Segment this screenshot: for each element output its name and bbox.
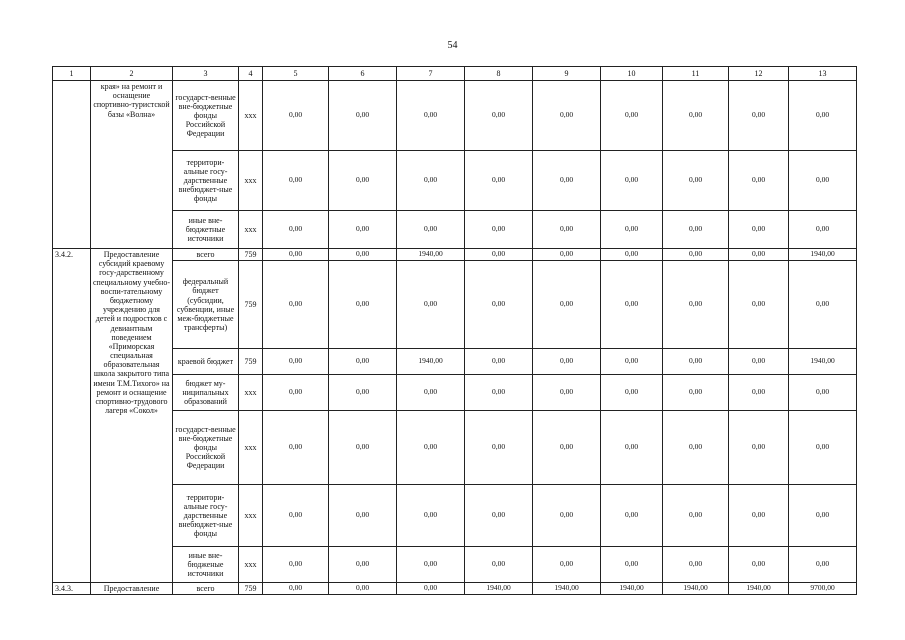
code-cell: ххх [239, 485, 263, 547]
value-cell: 0,00 [663, 485, 729, 547]
budget-table [52, 66, 857, 595]
value-cell: 0,00 [465, 211, 533, 249]
source-cell: федеральный бюджет (субсидии, субвенции, иные меж-бюджетные трансферты) [173, 261, 239, 349]
value-cell: 0,00 [601, 375, 663, 411]
value-cell: 0,00 [533, 485, 601, 547]
column-number-row [53, 67, 857, 81]
value-cell: 0,00 [789, 485, 857, 547]
value-cell: 0,00 [397, 151, 465, 211]
value-cell: 0,00 [397, 261, 465, 349]
col-header: 9 [533, 67, 601, 81]
value-cell: 0,00 [329, 485, 397, 547]
value-cell: 0,00 [533, 411, 601, 485]
value-cell: 0,00 [601, 81, 663, 151]
value-cell: 0,00 [601, 151, 663, 211]
code-cell: 759 [239, 349, 263, 375]
value-cell: 0,00 [263, 81, 329, 151]
value-cell: 0,00 [789, 411, 857, 485]
value-cell: 0,00 [263, 411, 329, 485]
value-cell: 0,00 [663, 349, 729, 375]
value-cell: 0,00 [601, 411, 663, 485]
col-header: 1 [53, 67, 91, 81]
item-name-cell: Предоставление субсидий краевому госу-дарственному специальному учебно-воспи-тательному бюджетному учреждению для детей и подростков с девиантным поведением «Приморская специальная образовательная школа закрытого типа имени Т.М.Тихого» на ремонт и оснащение спортивно-трудового лагеря «Сокол» [91, 249, 173, 583]
code-cell: ххх [239, 81, 263, 151]
value-cell: 0,00 [465, 411, 533, 485]
value-cell: 0,00 [533, 349, 601, 375]
value-cell: 0,00 [397, 81, 465, 151]
col-header: 7 [397, 67, 465, 81]
source-cell: краевой бюджет [173, 349, 239, 375]
value-cell: 0,00 [329, 249, 397, 261]
value-cell: 0,00 [465, 349, 533, 375]
table-row [53, 411, 857, 485]
value-cell: 0,00 [789, 151, 857, 211]
value-cell: 0,00 [729, 81, 789, 151]
table-row [53, 349, 857, 375]
value-cell: 0,00 [789, 261, 857, 349]
table-row [53, 261, 857, 349]
code-cell: ххх [239, 547, 263, 583]
col-header: 11 [663, 67, 729, 81]
value-cell: 1940,00 [397, 249, 465, 261]
value-cell: 0,00 [601, 547, 663, 583]
table-row [53, 375, 857, 411]
value-cell: 0,00 [263, 151, 329, 211]
value-cell: 0,00 [533, 375, 601, 411]
value-cell: 0,00 [663, 81, 729, 151]
value-cell: 0,00 [329, 375, 397, 411]
code-cell: ххх [239, 151, 263, 211]
col-header: 12 [729, 67, 789, 81]
code-cell: 759 [239, 249, 263, 261]
value-cell: 0,00 [329, 261, 397, 349]
table-row [53, 151, 857, 211]
source-cell: территори-альные госу-дарственные внебюджет-ные фонды [173, 151, 239, 211]
value-cell: 0,00 [397, 211, 465, 249]
col-header: 6 [329, 67, 397, 81]
value-cell: 0,00 [729, 547, 789, 583]
value-cell: 0,00 [263, 249, 329, 261]
code-cell: ххх [239, 375, 263, 411]
value-cell: 0,00 [465, 261, 533, 349]
value-cell: 1940,00 [397, 349, 465, 375]
value-cell: 0,00 [729, 411, 789, 485]
value-cell: 0,00 [533, 151, 601, 211]
value-cell: 0,00 [329, 349, 397, 375]
col-header: 13 [789, 67, 857, 81]
value-cell: 0,00 [329, 411, 397, 485]
value-cell: 0,00 [263, 583, 329, 595]
value-cell: 0,00 [397, 547, 465, 583]
value-cell: 0,00 [533, 249, 601, 261]
value-cell: 9700,00 [789, 583, 857, 595]
value-cell: 0,00 [729, 211, 789, 249]
value-cell: 0,00 [263, 485, 329, 547]
value-cell: 0,00 [465, 249, 533, 261]
item-name-cell: Предоставление [91, 583, 173, 595]
col-header: 2 [91, 67, 173, 81]
value-cell: 1940,00 [663, 583, 729, 595]
code-cell: ххх [239, 411, 263, 485]
value-cell: 0,00 [533, 547, 601, 583]
source-cell: иные вне-бюджетные источники [173, 211, 239, 249]
value-cell: 1940,00 [729, 583, 789, 595]
value-cell: 1940,00 [465, 583, 533, 595]
value-cell: 0,00 [465, 81, 533, 151]
value-cell: 0,00 [263, 349, 329, 375]
value-cell: 0,00 [601, 349, 663, 375]
item-number-cell [53, 81, 91, 249]
value-cell: 0,00 [329, 81, 397, 151]
table-row [53, 81, 857, 151]
value-cell: 0,00 [663, 211, 729, 249]
table-row [53, 547, 857, 583]
value-cell: 0,00 [263, 547, 329, 583]
item-number-cell: 3.4.2. [53, 249, 91, 583]
code-cell: 759 [239, 261, 263, 349]
value-cell: 0,00 [729, 151, 789, 211]
value-cell: 0,00 [533, 261, 601, 349]
item-name-cell: края» на ремонт и оснащение спортивно-туристской базы «Волна» [91, 81, 173, 249]
value-cell: 0,00 [663, 151, 729, 211]
value-cell: 0,00 [663, 411, 729, 485]
page-number: 54 [447, 40, 458, 51]
value-cell: 0,00 [533, 211, 601, 249]
value-cell: 0,00 [397, 485, 465, 547]
value-cell: 0,00 [329, 547, 397, 583]
source-cell: государст-венные вне-бюджетные фонды Российской Федерации [173, 411, 239, 485]
source-cell: бюджет му-ниципальных образований [173, 375, 239, 411]
value-cell: 0,00 [789, 375, 857, 411]
value-cell: 0,00 [465, 151, 533, 211]
value-cell: 0,00 [729, 375, 789, 411]
value-cell: 0,00 [729, 249, 789, 261]
source-cell: территори-альные госу-дарственные внебюджет-ные фонды [173, 485, 239, 547]
value-cell: 0,00 [263, 211, 329, 249]
value-cell: 0,00 [263, 261, 329, 349]
value-cell: 0,00 [789, 81, 857, 151]
table-row [53, 583, 857, 595]
value-cell: 0,00 [663, 547, 729, 583]
code-cell: 759 [239, 583, 263, 595]
value-cell: 0,00 [601, 211, 663, 249]
col-header: 8 [465, 67, 533, 81]
value-cell: 0,00 [729, 261, 789, 349]
value-cell: 0,00 [729, 349, 789, 375]
value-cell: 1940,00 [789, 349, 857, 375]
value-cell: 0,00 [329, 151, 397, 211]
table-row [53, 485, 857, 547]
value-cell: 1940,00 [789, 249, 857, 261]
table-row [53, 249, 857, 261]
value-cell: 0,00 [663, 375, 729, 411]
source-cell: государст-венные вне-бюджетные фонды Российской Федерации [173, 81, 239, 151]
item-number-cell: 3.4.3. [53, 583, 91, 595]
col-header: 3 [173, 67, 239, 81]
value-cell: 0,00 [729, 485, 789, 547]
value-cell: 0,00 [789, 211, 857, 249]
value-cell: 0,00 [329, 211, 397, 249]
value-cell: 0,00 [789, 547, 857, 583]
col-header: 4 [239, 67, 263, 81]
value-cell: 0,00 [601, 485, 663, 547]
value-cell: 0,00 [465, 547, 533, 583]
code-cell: ххх [239, 211, 263, 249]
source-cell: всего [173, 249, 239, 261]
value-cell: 0,00 [329, 583, 397, 595]
value-cell: 0,00 [601, 249, 663, 261]
value-cell: 0,00 [663, 261, 729, 349]
value-cell: 0,00 [601, 261, 663, 349]
value-cell: 1940,00 [601, 583, 663, 595]
value-cell: 0,00 [397, 583, 465, 595]
source-cell: всего [173, 583, 239, 595]
value-cell: 0,00 [263, 375, 329, 411]
value-cell: 1940,00 [533, 583, 601, 595]
col-header: 10 [601, 67, 663, 81]
value-cell: 0,00 [465, 485, 533, 547]
col-header: 5 [263, 67, 329, 81]
value-cell: 0,00 [663, 249, 729, 261]
table-row [53, 211, 857, 249]
value-cell: 0,00 [533, 81, 601, 151]
source-cell: иные вне-бюдженые источники [173, 547, 239, 583]
value-cell: 0,00 [397, 411, 465, 485]
value-cell: 0,00 [397, 375, 465, 411]
value-cell: 0,00 [465, 375, 533, 411]
